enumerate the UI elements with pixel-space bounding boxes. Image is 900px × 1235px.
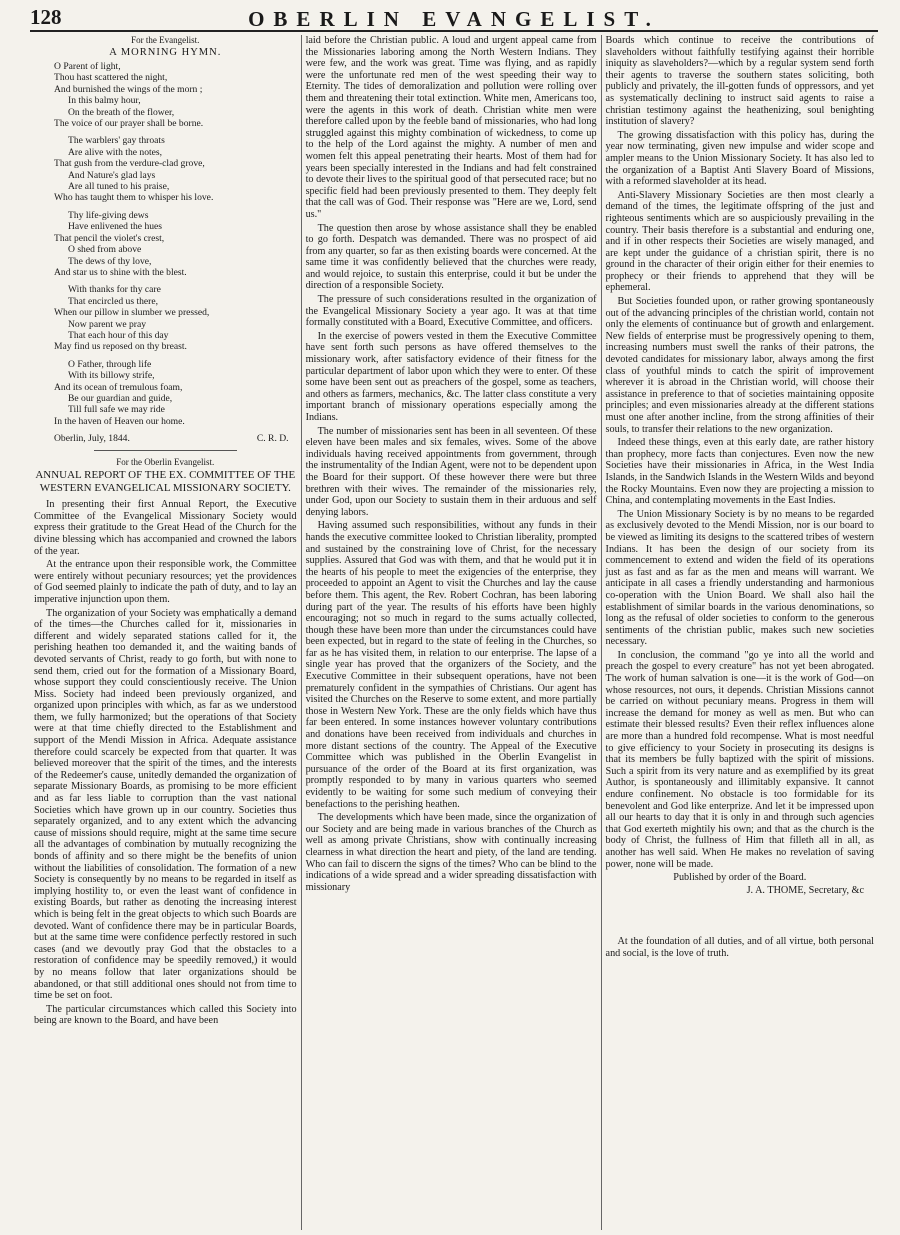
poem-body xyxy=(34,61,297,427)
poem-line: That pencil the violet's crest, xyxy=(54,232,165,244)
poem-line: May find us reposed on thy breast. xyxy=(54,341,187,353)
page-number: 128 xyxy=(30,5,62,29)
column-2 xyxy=(302,35,602,1230)
poem-line: And its ocean of tremulous foam, xyxy=(54,381,183,393)
report-paragraph: In presenting their first Annual Report, the Executive Committee of the Evangelical Missionary Society would express their gratitude to the Great Head of the Church for the divine blessing which has accompanied and crowned the labors of the year. xyxy=(34,499,297,557)
poem-stanza xyxy=(54,284,297,352)
poem-line: On the breath of the flower, xyxy=(68,106,175,118)
poem-line: That gush from the verdure-clad grove, xyxy=(54,158,205,170)
poem-line: The voice of our prayer shall be borne. xyxy=(54,118,204,130)
poem-line: Thy life-giving dews xyxy=(68,209,149,221)
column-1 xyxy=(30,35,302,1230)
poem-line: And Nature's glad lays xyxy=(68,169,156,181)
poem-note: For the Evangelist. xyxy=(131,35,200,45)
report-paragraph: The developments which have been made, since the organization of our Society and are being made in various branches of the Church as well as among private Christians, show with continually increasing clearness in what direction the heart and piety, of the land are tending. Who can fail to discern the signs of the times? Who can be blind to the indications of a wide spread and a wider spreading dissatisfaction with missionary xyxy=(305,812,597,893)
poem-line: That encircled us there, xyxy=(68,295,159,307)
report-note: For the Oberlin Evangelist. xyxy=(116,457,215,468)
report-paragraph: The question then arose by whose assistance shall they be enabled to go forth. Despatch was demanded. There was no prospect of aid from any quarter, so far as then existing boards were concerned. At the same time it was confidently believed that the churches were ready, and would rejoice, to sustain this enterprise, could it but be under the direction of a responsible Society. xyxy=(305,222,597,292)
poem-line: O Parent of light, xyxy=(54,61,121,72)
report-paragraph: Having assumed such responsibilities, without any funds in their hands the executive committee looked to Christian liberality, prompted and sustained by the constraining love of Christ, for the necessary supplies. Assured that God was with them, and that he would put it in the hearts of his people to meet the exigencies of the enterprise, they proceeded to appoint an Agent to visit the Churches and lay the cause before them. This agent, the Rev. Robert Cochran, has been laboring during part of the year. The results of his efforts have been highly encouraging; not so much in regard to the sums actually collected, though these have been more than under the circumstances could have been expected, but in regard to the state of feeling in the Churches, so far as he has visited them, in relation to our enterprise. The lapse of a single year has proved that the organizers of the Society, and the Executive Committee in their subsequent operations, have not been prematurely confident in the sympathies of Christians. Our agent has visited the Churches on the Reserve to some extent, and more partially those in Western New York. These are the only fields which have thus far been entered. In some instances however voluntary contributions and donations have been received from individuals and churches in more distant sections of the country. The Appeal of the Executive Committee which was published in the Oberlin Evangelist in pursuance of the order of the Board at its first organization, was promptly responded to by many in various quarters who seemed evidently to be waiting for some such medium of conveying their benefactions to the perishing heathen. xyxy=(305,520,597,810)
poem-stanza xyxy=(54,61,297,129)
poem-line: Be our guardian and guide, xyxy=(68,392,173,404)
poem-line: With thanks for thy care xyxy=(68,284,161,296)
report-title: ANNUAL REPORT OF THE EX. COMMITTEE OF THE WESTERN EVANGELICAL MISSIONARY SOCIETY. xyxy=(35,469,296,494)
poem-place-date: Oberlin, July, 1844. xyxy=(54,433,130,445)
poem-line: With its billowy strife, xyxy=(68,370,155,382)
poem-line: Are all tuned to his praise, xyxy=(68,181,170,193)
report-paragraph: Indeed these things, even at this early date, are rather history than prophecy, more facts than conjectures. Even now the new Societies have their missionaries in Africa, in the West India Islands, in the Sandwich Islands in the Western Wilds and beyond the Rocky Mountains. Even now they are projecting a mission to China, and contemplating movements in the East Indies. xyxy=(605,437,874,507)
poem-line: And burnished the wings of the morn ; xyxy=(54,83,203,95)
poem-stanza xyxy=(54,210,297,278)
report-paragraph: Anti-Slavery Missionary Societies are then most clearly a demand of the times, the legitimate offspring of the just and righteous sentiments which are so auspiciously prevailing in the country. Their basis therefore is a substantial and enduring one, and if in other respects their Societies are wisely managed, and are kept under the guidance of a christian spirit, there is no ground in the character of their origin either for their enemies to prophecy or their friends to apprehend that they will be ephemeral. xyxy=(605,189,874,294)
poem-line: Thou hast scattered the night, xyxy=(54,72,168,84)
closing-line: At the foundation of all duties, and of all virtue, both personal and social, is the love of truth. xyxy=(605,936,874,959)
report-paragraph: In conclusion, the command "go ye into all the world and preach the gospel to every creature" has not yet been abrogated. The work of human salvation is one—it is the work of God—on whose resources, not ours, it depends. Christian Missions cannot be carried on without pecuniary means. Progress in them will increase the demand for money as well as men. But who can estimate their blessed results? Even their reflex influences alone are more than a hundred fold recompense. What is most needful to give efficiency to your Society in prosecuting its designs is that its members be fully baptized with the spirit of missions. Such a spirit from its very nature and as exemplified by its great Author, is spontaneously and illimitably expansive. It cannot endure confinement. No obstacle is too formidable for its benevolent and God like enterprize. And let it be impressed upon all our hearts to day that it is only in and through such agencies that God exerteth mightily his own; and that as the church is the body of Christ, the fullness of Him that filleth all in all, as another has well said. When He makes no revelation of saving power, none will be made. xyxy=(605,649,874,870)
report-paragraph: At the entrance upon their responsible work, the Committee were entirely without pecuniary resources; yet the providences of God seemed plainly to indicate the path of duty, and to lay an imperative injunction upon them. xyxy=(34,559,297,605)
poem-line: That each hour of this day xyxy=(68,329,169,341)
poem-initials: C. R. D. xyxy=(256,433,289,445)
report-signature: J. A. THOME, Secretary, &c xyxy=(746,885,864,897)
poem-stanza xyxy=(54,135,297,203)
masthead-title: OBERLIN EVANGELIST. xyxy=(248,7,660,31)
poem-line: In this balmy hour, xyxy=(68,95,141,107)
poem-line: In the haven of Heaven our home. xyxy=(54,415,185,427)
poem-line: Are alive with the notes, xyxy=(68,146,163,158)
poem-line: Now parent we pray xyxy=(68,318,147,330)
poem-line: And star us to shine with the blest. xyxy=(54,266,187,278)
poem-line: The warblers' gay throats xyxy=(68,135,165,147)
poem-line: O shed from above xyxy=(68,244,142,256)
report-paragraph: The pressure of such considerations resulted in the organization of the Evangelical Missionary Society a year ago. It was at that time formally constituted with a Board, Executive Committee, and officers. xyxy=(305,294,597,329)
report-paragraph: In the exercise of powers vested in them the Executive Committee have sent forth such persons as have offered themselves to the missionary work, after satisfactory evidence of their fitness for the particular department of labor upon which they were to enter. Of these some have been sent out as preachers of the gospel, some as teachers, and others as farmers, mechanics, &c. The latter class constitute a very important branch of missionary operations especially among the Indians. xyxy=(305,330,597,423)
poem-line: When our pillow in slumber we pressed, xyxy=(54,307,210,319)
poem-line: The dews of thy love, xyxy=(68,255,152,267)
poem-line: Who has taught them to whisper his love. xyxy=(54,192,214,204)
report-paragraph: Boards which continue to receive the contributions of slaveholders without faithfully testifying against their horrible iniquity as slaveholders?—which by a regular system send forth their agents to traverse the southern states soliciting, both publicly and privately, the ill-gotten funds of oppressors, and yet as systematically declining to instruct said agents to raise a christian testimony against the heathenizing, soul benighting institution of slavery? xyxy=(605,35,874,128)
report-paragraph: The particular circumstances which called this Society into being are known to the Board, and have been xyxy=(34,1003,297,1027)
report-paragraph: The Union Missionary Society is by no means to be regarded as exclusively devoted to the Mendi Mission, nor is our board to be viewed as limiting its designs to the scattered tribes of western Indians. It has been the design of our society from its commencement to extend and widen the field of its operations just as fast and as far as the men and means will warrant. We anticipate in all cases a friendly understanding and harmonious co-operation with the Union Board. We shall also hail the establishment of similar boards in the various denominations, so long as the refusal of older societies to conform to the generous sentiments of the christian public, makes such new societies necessary. xyxy=(605,508,874,648)
report-paragraph: But Societies founded upon, or rather growing spontaneously out of the advancing principles of the christian world, contain not only the elements of continuance but of growth and enlargement. New fields of enterprise must be progressively opening to them, increasing numbers must swell the ranks of their patrons, the devoted candidates for missionary labor, always among the first class of youthful minds to catch the spirit of improvement wherever it is abroad in the Christian world, will choose their assistance in preference to that of societies maintaining opposite principles; and even missionaries already at the different stations must one after another incline, from the strong affinities of their souls, to transfer their relations to the new organization. xyxy=(605,296,874,435)
report-paragraph: The growing dissatisfaction with this policy has, during the year now terminating, given new impulse and wider scope and ampler means to the Union Missionary Society. It has also led to the organization of a Baptist Anti Slavery Board of Missions, with a reformed slaveholder at its head. xyxy=(605,129,874,188)
poem-stanza xyxy=(54,359,297,427)
poem-title: A MORNING HYMN. xyxy=(109,47,222,58)
columns xyxy=(30,35,878,1230)
masthead xyxy=(30,5,878,32)
published-by: Published by order of the Board. xyxy=(673,872,807,884)
poem-signature xyxy=(54,433,289,444)
poem-line: Till full safe we may ride xyxy=(68,404,165,416)
column-3 xyxy=(602,35,878,1230)
report-paragraph: laid before the Christian public. A loud and urgent appeal came from the Missionaries laboring among the North Western Indians. They were few, and the work was great. Time was flying, and as rapidly were the unfortunate red men of the west speeding their way to Eternity. The tides of demoralization and pollution were rolling over them and threatening their total extinction. White men, Americans too, were the agents in this work of death. Christian white men were therefore called upon by the feeble band of missionaries, who had long struggled against this mighty combination of wickedness, to come up to the help of the Lord against the mighty. A number of men and women felt this appeal penetrating their hearts. Most of them had for years been specially interested in the Indians and had felt constrained to devote their lives to the spiritual good of that persecuted race; but no specific field had been previously presented to them. They deeply felt that the call was of God. Their response was "Here are we, Lord, send us." xyxy=(305,35,597,220)
poem-line: O Father, through life xyxy=(68,358,152,370)
report-paragraph: The number of missionaries sent has been in all seventeen. Of these eleven have been males and six females, wives. Some of the above individuals having received appointments from government, through the instrumentality of the Indian Agent, were not to be dependent upon the Board for their support. Of these however there were but three brethren with their wives. The remainder of the missionaries rely, under God, upon our Society to sustain them in their arduous and self denying labors. xyxy=(305,425,597,518)
divider xyxy=(94,450,237,451)
report-paragraph: The organization of your Society was emphatically a demand of the times—the Churches called for it, missionaries in different and widely separated stations called for it, the perishing heathen too demanded it, and the waiting bands of devoted servants of Christ, ready to go forth, but with none to send them, cried out for the formation of a Missionary Board, whose support they could conscientiously receive. The Union Miss. Society had indeed been previously organized, and organized upon principles with which, as far as we understood them, we fully harmonized; but the operations of that Society were at that time chiefly directed to the Establishment and support of the Mendi Mission in Africa. Adequate assistance therefore could scarcely be expected from that quarter. It was believed moreover that the spirit of the times, and the interests of the Redeemer's cause, unitedly demanded the organization of separate Missionary Boards, as promising to be more efficient and as far less liable to corruption than the vast national Societies which have grown up in our country. Societies thus separately organized, and to any extent which the advancing cause of missions should require, might at the same time secure all the advantages of combination by mutually recognizing the bonds of affinity and so there might be the benefits of union without the liabilities of consolidation. The formation of a new Society is consequently by no means to be regarded in itself as implying hostility to, or even the least want of confidence in existing Boards, but rather as denoting the increasing interest which is being felt in the great objects to which such Boards are devoted. Want of confidence there may be in particular Boards, but at the same time were confidence perfectly restored in such cases (and we devoutly pray God that the obstacles to a restoration of confidence may be speedily removed,) it would by no means follow that later organizations should be abandoned, or that still additional ones should not from time to time be set on foot. xyxy=(34,607,297,1002)
poem-line: Have enlivened the hues xyxy=(68,221,163,233)
